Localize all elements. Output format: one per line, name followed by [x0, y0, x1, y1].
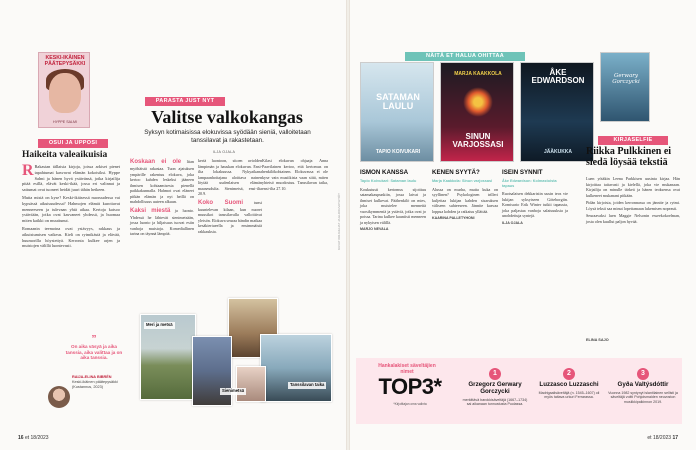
book-cover-author: MARJA KAAKKOLA	[454, 71, 502, 77]
article-kicker: PARASTA JUST NYT	[145, 97, 225, 106]
book-cover	[520, 62, 594, 162]
review-title: KENEN SYYTÄ?	[432, 169, 480, 176]
drop-cap: R	[22, 162, 34, 179]
rank-name: Grzegorz Gerwary Gorczycki	[468, 381, 522, 395]
book-cover-author: TAPIO KOIVUKARI	[375, 149, 421, 155]
rank-number: 2	[563, 368, 575, 380]
rank-description: merkittävä barokkisäveltäjä (1667–1734) sai aikanaan tunnustusta Puolassa.	[462, 397, 528, 407]
review-book-info: Åke Edwardson: Kolmastoista tapaus	[502, 178, 557, 188]
top3-tagline: Hankalakiset säveltäjien nimet	[378, 363, 436, 375]
article-paragraph	[130, 158, 194, 205]
left-signature	[72, 375, 124, 390]
article-column-3	[262, 158, 328, 193]
top3-title: TOP3*	[378, 374, 442, 399]
book-cover-title: SINUN VARJOSSASI	[452, 132, 504, 149]
sidebar-paragraph: Luen yötäkin Leena Parkkisen uusinta kirjaa. Hän kirjoittaa taitavasti ja kielellä, joka vie mukanaan. Kirjailija on minulle tärkeä ja hänen teoksensa ovat kulkeneet mukanani pitkään.	[586, 176, 680, 198]
top3-footnote: *Kirjoittajan oma valinta	[393, 402, 427, 406]
book-cover-author: ÅKE EDWARDSON	[531, 68, 585, 85]
gutter	[346, 0, 350, 450]
sidebar-signature: ELINA SAJO	[586, 338, 609, 342]
rank-description: Madrigaalisäveltäjä (n. 1545–1607) oli myös taitava urkuri Ferrarassa.	[538, 390, 600, 400]
photo-caption: Sienimetsä	[222, 388, 245, 393]
movie-still-4	[260, 334, 332, 402]
rank-item	[460, 362, 530, 407]
article-column-1	[130, 158, 194, 239]
movie-still-2	[192, 336, 232, 406]
article-title: Valitse valkokangas	[151, 107, 303, 127]
magazine-issue: et 18/2023	[24, 435, 49, 441]
review-title: ISMON KANSSA	[360, 169, 409, 176]
pull-quote	[64, 336, 124, 361]
article-text: liian myöhäistä rakastaa. Tuon ajatuksen ympärille rakentuu elokuva, joka kertoo kahden leskeksi jääneen ihmisen kohtaamisesta pienellä paikkakunnalla. Hahmot ovat eläneet pitkän elämän ja nyt heillä on mahdollisuus uuteen alkuun.	[130, 159, 194, 205]
author-photo	[48, 386, 70, 408]
book-cover-title: SATAMAN LAULU	[376, 92, 420, 111]
left-paragraph	[22, 164, 120, 193]
magazine-issue: et 18/2023	[647, 435, 672, 441]
page-number: 17	[672, 435, 678, 441]
rank-name: Gyða Valtýsdóttir	[617, 381, 669, 388]
subhead: Kaksi miestä	[130, 207, 171, 214]
review-signature: ILJA OJALA	[502, 220, 523, 225]
review-body: Ruotsalaisen dekkaristin uusin teos vie lukijan syksyiseen Göteborgiin. Komisario Erik Winter tutkii tapausta, joka paljastaa vanhoja salaisuuksia ja unohdettuja syntejä.	[502, 191, 568, 219]
signature-name: RAIJA-ELINA BIBRÉN	[72, 375, 112, 379]
right-folio	[647, 435, 678, 441]
review-body: Koukutusti kertomus sijoittuu satamakaupunkiin, jossa laivat ja ihmiset kulkevat. Päähenkilö on mies, joka muistelee menneitä vuosikymmeniä ja ystäviä, jotka ovat jo poissa. Tarina kulkee kauniisti menneen ja nykyisen välillä.	[360, 186, 426, 225]
book-cover-title: JÄÄKUKKA	[543, 149, 573, 155]
left-body	[22, 164, 120, 251]
left-paragraph: Romaanin teemoina ovat ystävyys, rakkaus ja aikuistumisen vaikeus. Kieli on rytmikästä ja elävää, huumorilla höystettyä. Kerronta kulkee arjen ja muistojen välillä luontevasti.	[22, 225, 120, 249]
review-title: ISEIN SYNNIT	[502, 169, 543, 176]
review-column	[502, 170, 568, 225]
left-folio	[18, 435, 49, 441]
book-cover-author: HYPPE SALMI	[53, 120, 77, 124]
rank-item	[608, 362, 678, 405]
rank-number: 1	[489, 368, 501, 380]
article-paragraph	[198, 199, 262, 235]
quote-icon: ”	[91, 334, 97, 345]
pull-quote-text: On aika väsyä ja aika tanssia, aika valittaa ja on aika tanssia.	[65, 344, 123, 360]
rank-item	[534, 362, 604, 400]
review-book-info: Marja Kaakkola: Sinun varjossasi	[432, 178, 493, 183]
photo-credit: KUVAT KIRJAILIJAT JA ELOKUVAYHTIÖT	[337, 193, 341, 250]
article-paragraph: Kilasi elokuvan ohjaaja Anna Paavilainen kertoo, että kertomus on henkilökohtainen. Elokuvassa ei ole kyse vain musiikista vaan siitä, miten yhteisö muodostuu. Tanssilavan taika, ensi-ilta 27.10.	[262, 158, 328, 191]
book-cover-title: KESKI-IKÄINEN PÄÄTEPYSÄKKI	[44, 55, 86, 67]
left-paragraph: Mutta mistä on kyse? Keski-ikäisessä nuoruudessa vai kypsässä aikuisuudessa? Hahmojen elämät kurottavat menneeseen ja tulevaan yhtä aikaa. Kertoja katsoo ystäviään, jotka ovat kasvaneet yhdessä, ja huomaa miten kaikki on muuttunut.	[22, 194, 120, 224]
review-signature: KAARINA PALLETYHONI	[432, 216, 475, 221]
article-text: ja luonto. Yhdessä he lähtevät sienimetsään, jossa luonto ja hiljaisuus tuovat esiin vanhoja muistoja. Komediallinen tarina on täynnä lämpöä.	[130, 207, 194, 237]
article-deck: Syksyn kotimaisissa elokuvissa syödään sieniä, valloitetaan tanssilavat ja rakastetaan.	[144, 129, 311, 144]
review-book-info: Tapio Koivukari: Sataman laulu	[360, 178, 417, 183]
review-column	[432, 170, 498, 220]
photo-collage	[132, 286, 334, 406]
sidebar-headline: Riikka Pulkkinen ei siedä löysää tekstiä	[586, 146, 672, 168]
subhead: Koskaan ei ole	[130, 159, 182, 165]
left-paragraph-text: Rakastan tällaisia kirjoja, joissa arkiset pienet tapahtumat kasvavat elämän kokoisiksi. Hyppe Salmi ja hänen hyvä ystävänsä, jotka kirjailija pitää esillä, elävät keski-ikää, jossa eri valinnat ja sattumat ovat tuoneet heidät juuri tähän hetkeen.	[22, 164, 120, 193]
subhead: Koko Suomi	[198, 199, 243, 206]
sidebar-paragraph: Seuraavaksi luen Maggie Nelsonin esseekokoelman, josta olen kuullut paljon hyvää.	[586, 213, 680, 224]
article-paragraph: kertä luontoon, sitoen aviolden lämpimän ja hauskan elokuvan. Ensi-ilta lokakuussa. Nykyaikana lampaanhoitajana aloittava nainen löytää uudenlaisen elämän maaseudulta. Sienimetsä, ensi-ilta 20.9.	[198, 158, 262, 197]
article-paragraph	[130, 207, 194, 237]
signature-info: Keski-ikäinen päätepysäkki (Kustannus, 2023)	[72, 379, 118, 389]
review-column	[360, 170, 426, 231]
book-cover	[360, 62, 434, 162]
rank-name: Luzzasco Luzzaschi	[539, 381, 599, 388]
review-signature: MARJO NEVALA	[360, 227, 389, 232]
photo-caption: Tanssilavan taika	[290, 382, 325, 387]
left-headline: Haikeita valeaikuisia	[22, 150, 108, 160]
reviews-kicker: NÄITÄ ET HALUA OHITTAA	[405, 52, 525, 61]
score-book-title: Gerwary Gorczycki	[612, 73, 640, 85]
sidebar-body	[586, 176, 680, 226]
rank-description: Vuonna 1982 syntynyt islantilainen sellisti ja säveltäjä voitti Pohjoismaiden neuvoston musiikkipalkinnon 2019.	[608, 390, 678, 405]
rank-number: 3	[637, 368, 649, 380]
kirjaselfie-tag: KIRJASELFIE	[598, 136, 668, 145]
section-tag: OSUI JA UPPOSI	[38, 139, 108, 148]
book-covers	[360, 62, 610, 166]
page-number: 16	[18, 435, 24, 441]
book-cover	[440, 62, 514, 162]
flower-illustration	[463, 87, 493, 117]
article-byline: ILJA OJALA	[212, 150, 236, 154]
article-text: tunsi kuuntelevan kilaan, kun nuoret muusikot tanssilavalla valloittivat yleisön. Elokuva seuraa bändin matkaa kesäkiertueella ja ensimmäisiä rakkauksia.	[198, 199, 263, 234]
book-cover-thumbnail	[38, 52, 90, 128]
top3-box	[356, 358, 682, 424]
photo-caption: Meri ja metsä	[146, 322, 173, 327]
review-body: Alussa on murha, mutta kuka on syyllinen? Psykologinen trilleri kuljettaa lukijan kahden sisaruksen väliseen suhteeseen. Jännite kasvaa loppua kohden ja ratkaisu yllättää.	[432, 186, 498, 214]
score-book-cover	[600, 52, 650, 122]
article-column-2	[198, 158, 262, 236]
cover-face-shape	[49, 73, 81, 113]
movie-still-5	[236, 366, 266, 402]
sidebar-paragraph: Pidän kirjoista, joiden kerronnassa on jännite ja rytmi. Löysä teksti saa minut lopettamaan lukemisen nopeasti.	[586, 200, 680, 211]
